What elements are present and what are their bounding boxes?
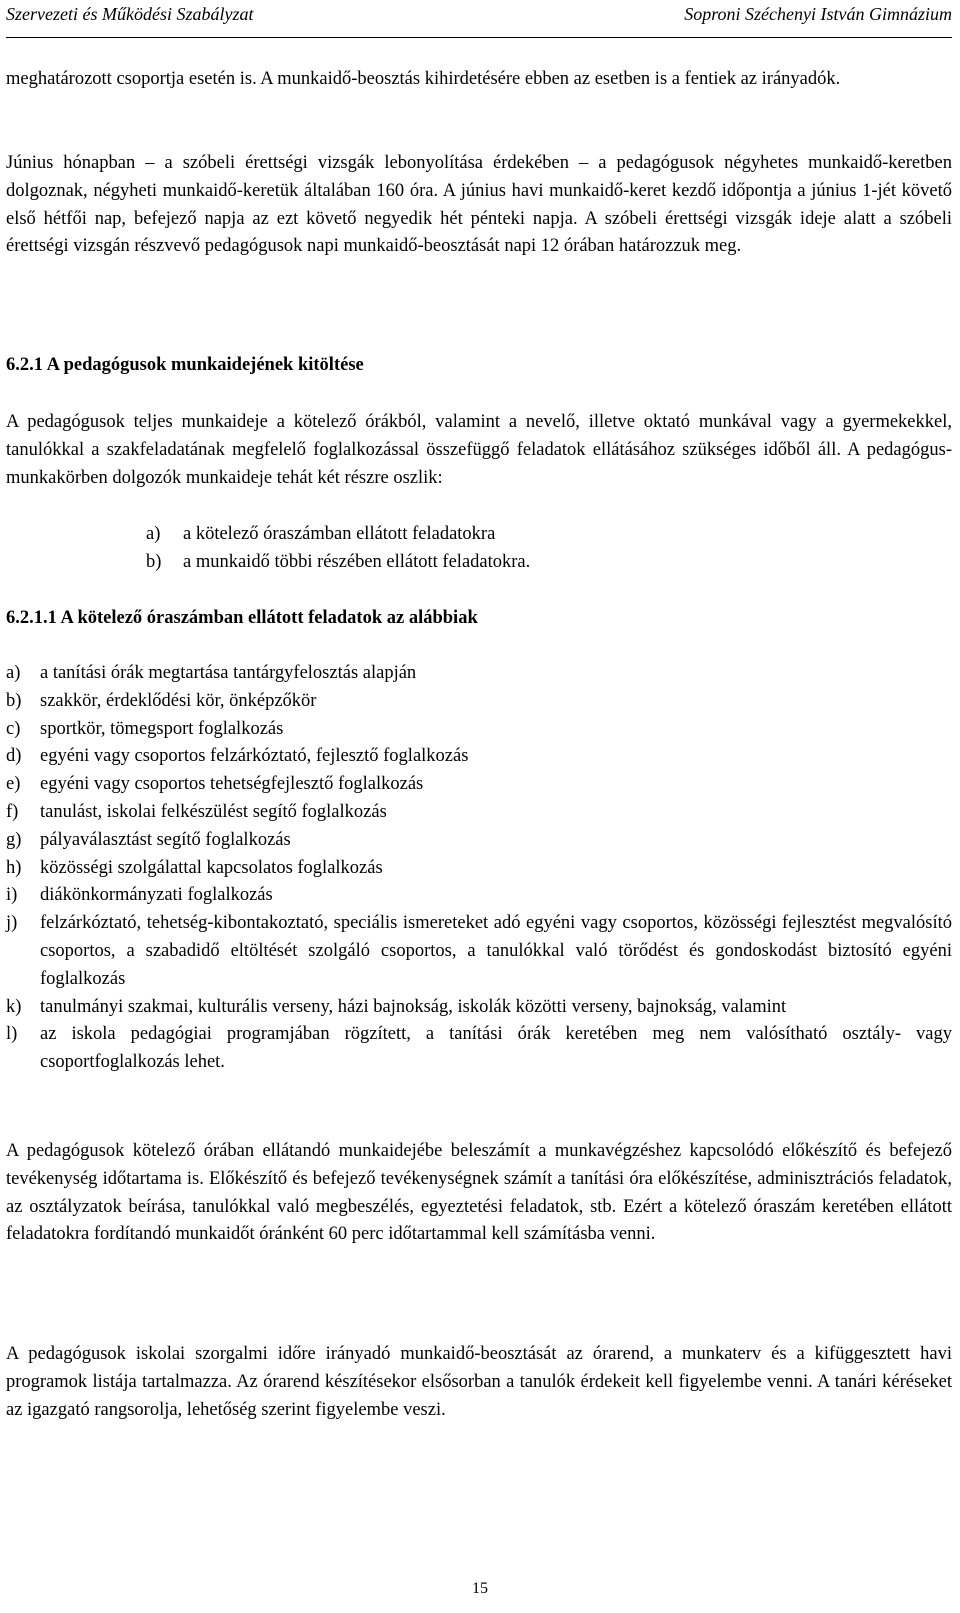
list-item-text: közösségi szolgálattal kapcsolatos foglalkozás <box>40 857 383 878</box>
list-item-text: szakkör, érdeklődési kör, önképzőkör <box>40 690 317 711</box>
paragraph-1: meghatározott csoportja esetén is. A munkaidő-beosztás kihirdetésére ebben az esetben is a fentiek az irányadók. <box>6 69 841 89</box>
list-item-text: a munkaidő többi részében ellátott feladatokra. <box>183 551 531 572</box>
list-item <box>6 688 952 716</box>
paragraph-5: A pedagógusok iskolai szorgalmi időre irányadó munkaidő-beosztását az órarend, a munkaterv és a kifüggesztett havi programok listája tartalmazza. Az órarend készítésekor elsősorban a tanulók érdekeit kell figyelembe venni. A tanári kéréseket az igazgató rangsorolja, lehetőség szerint figyelembe veszi. <box>6 1344 952 1420</box>
list-marker: f) <box>6 801 19 822</box>
section-heading-6-2-1: 6.2.1 A pedagógusok munkaidejének kitöltése <box>6 355 364 375</box>
list-marker: j) <box>6 913 18 934</box>
paragraph-3: A pedagógusok teljes munkaideje a kötelező órákból, valamint a nevelő, illetve oktató munkával vagy a gyermekekkel, tanulókkal a szakfeladatának megfelelő foglalkozással összefüggő feladatok ellátásához szükséges időből áll. A pedagógus-munkakörben dolgozók munkaideje tehát két részre oszlik: <box>6 412 952 488</box>
page-number: 15 <box>472 1580 488 1597</box>
list-marker: h) <box>6 857 22 878</box>
list-item-text: tanulást, iskolai felkészülést segítő foglalkozás <box>40 801 387 822</box>
list-marker: d) <box>6 746 22 767</box>
list-item-text: tanulmányi szakmai, kulturális verseny, házi bajnokság, iskolák közötti verseny, bajnokság, valamint <box>40 996 787 1017</box>
page-header <box>0 0 960 42</box>
list-marker: c) <box>6 718 21 739</box>
list-marker: b) <box>6 690 22 711</box>
list-item-text: diákönkormányzati foglalkozás <box>40 885 273 906</box>
list-marker: b) <box>146 551 162 572</box>
list-item-text: felzárkóztató, tehetség-kibontakoztató, speciális ismereteket adó egyéni vagy csoportos, közösségi fejlesztést megvalósító csoportos, a szabadidő eltöltését szolgáló csoportos, a tanulókkal való törődést és gondoskodást biztosító egyéni foglalkozás <box>40 913 952 989</box>
section-heading-6-2-1-1: 6.2.1.1 A kötelező óraszámban ellátott feladatok az alábbiak <box>6 608 478 628</box>
list-item <box>6 855 952 883</box>
list-marker: g) <box>6 829 22 850</box>
list-marker: k) <box>6 996 22 1017</box>
list-item-text: egyéni vagy csoportos tehetségfejlesztő foglalkozás <box>40 774 424 795</box>
list-item <box>6 743 952 771</box>
list-item-text: az iskola pedagógiai programjában rögzített, a tanítási órák keretében meg nem valósítható osztály- vagy csoportfoglalkozás lehet. <box>40 1024 952 1073</box>
duties-list <box>6 660 952 1077</box>
header-document-title: Szervezeti és Működési Szabályzat <box>6 4 254 24</box>
list-item <box>146 549 952 577</box>
list-marker: e) <box>6 774 21 795</box>
list-marker: a) <box>146 524 161 544</box>
list-item <box>6 910 952 993</box>
paragraph-4: A pedagógusok kötelező órában ellátandó munkaidejébe beleszámít a munkavégzéshez kapcsolódó előkészítő és befejező tevékenység időtartama is. Előkészítő és befejező tevékenységnek számít a tanítási óra előkészítése, adminisztrációs feladatok, az osztályzatok beírása, tanulókkal való megbeszélés, egyeztetési feladatok, stb. Ezért a kötelező óraszám keretében ellátott feladatokra fordítandó munkaidőt óránként 60 perc időtartammal kell számításba venni. <box>6 1141 952 1245</box>
list-item <box>6 771 952 799</box>
list-marker: i) <box>6 885 18 906</box>
list-item <box>6 799 952 827</box>
list-item <box>6 882 952 910</box>
list-item-text: sportkör, tömegsport foglalkozás <box>40 718 284 739</box>
list-item <box>6 1021 952 1077</box>
list-item-text: pályaválasztást segítő foglalkozás <box>40 829 291 850</box>
list-item <box>6 827 952 855</box>
list-item <box>6 716 952 744</box>
list-item <box>6 660 952 688</box>
list-item-text: a kötelező óraszámban ellátott feladatokra <box>183 524 496 544</box>
sublist <box>6 521 952 577</box>
header-school-name: Soproni Széchenyi István Gimnázium <box>684 4 952 24</box>
list-item-text: egyéni vagy csoportos felzárkóztató, fejlesztő foglalkozás <box>40 746 469 767</box>
list-item-text: a tanítási órák megtartása tantárgyfelosztás alapján <box>40 663 417 683</box>
header-rule <box>6 37 952 38</box>
list-item <box>146 521 952 549</box>
list-marker: l) <box>6 1024 18 1045</box>
list-marker: a) <box>6 663 21 683</box>
list-item <box>6 994 952 1022</box>
paragraph-2: Június hónapban – a szóbeli érettségi vizsgák lebonyolítása érdekében – a pedagógusok négyhetes munkaidő-keretben dolgoznak, négyheti munkaidő-keretük általában 160 óra. A június havi munkaidő-keret kezdő időpontja a június 1-jét követő első hétfői nap, befejező napja az ezt követő negyedik hét pénteki napja. A szóbeli érettségi vizsgák ideje alatt a szóbeli érettségi vizsgán részvevő pedagógusok napi munkaidő-beosztását napi 12 órában határozzuk meg. <box>6 153 952 257</box>
